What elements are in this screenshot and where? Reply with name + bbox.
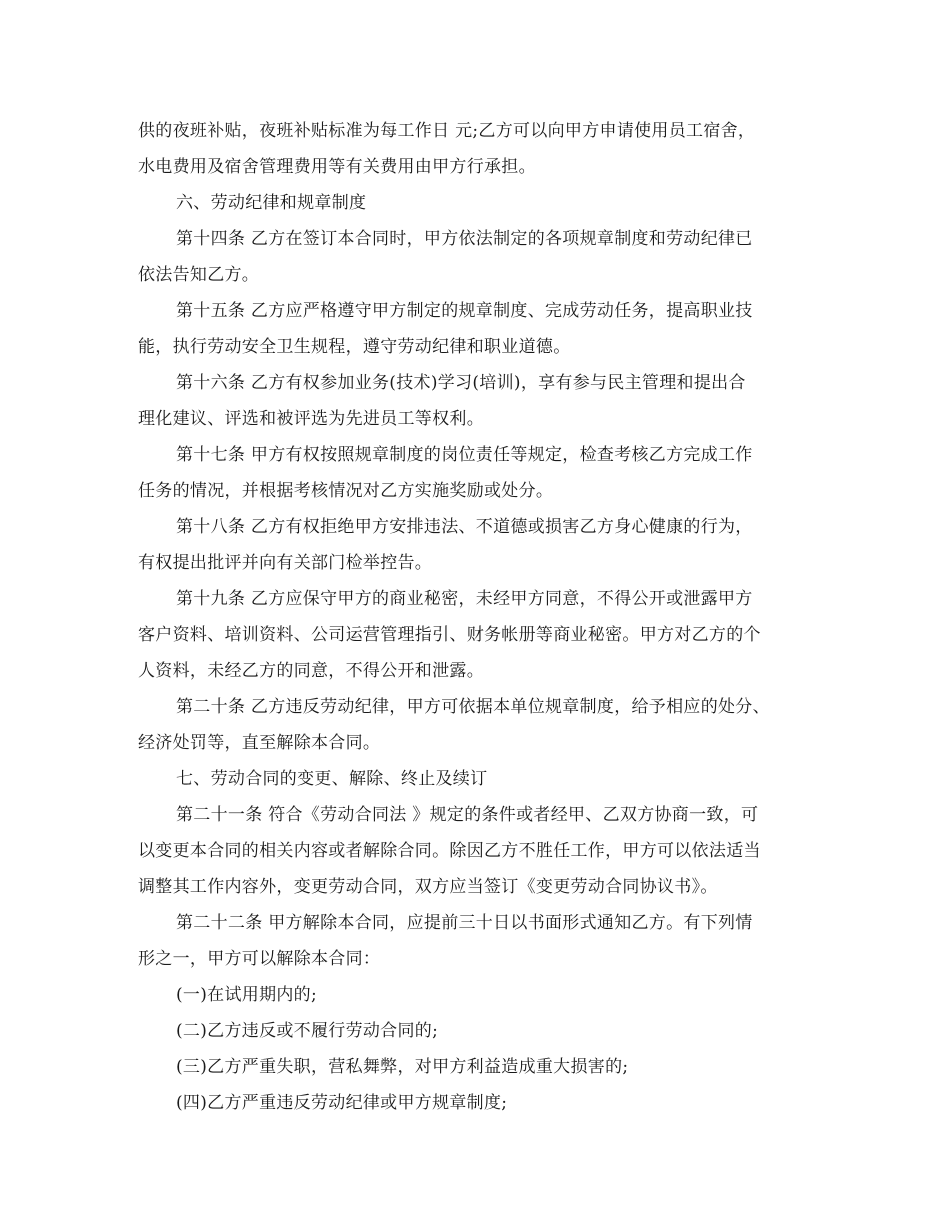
text-line: 调整其工作内容外，变更劳动合同，双方应当签订《变更劳动合同协议书》。 [138, 877, 718, 897]
clause-line: 第十五条 乙方应严格遵守甲方制定的规章制度、完成劳动任务，提高职业技 [176, 301, 753, 321]
clause-line: 第二十一条 符合《劳动合同法 》规定的条件或者经甲、乙双方协商一致，可 [176, 805, 759, 825]
text-line: 以变更本合同的相关内容或者解除合同。除因乙方不胜任工作，甲方可以依法适当 [138, 841, 761, 861]
list-item: (一)在试用期内的; [176, 985, 317, 1005]
section-heading: 六、劳动纪律和规章制度 [176, 193, 367, 213]
clause-line: 第十六条 乙方有权参加业务(技术)学习(培训)，享有参与民主管理和提出合 [176, 373, 746, 393]
text-line: 能，执行劳动安全卫生规程，遵守劳动纪律和职业道德。 [138, 337, 571, 357]
text-line: 供的夜班补贴，夜班补贴标准为每工作日 元;乙方可以向甲方申请使用员工宿舍， [138, 121, 756, 141]
list-item: (二)乙方违反或不履行劳动合同的; [176, 1021, 439, 1041]
list-item: (四)乙方严重违反劳动纪律或甲方规章制度; [176, 1093, 508, 1113]
text-line: 人资料，未经乙方的同意，不得公开和泄露。 [138, 661, 484, 681]
clause-line: 第十四条 乙方在签订本合同时，甲方依法制定的各项规章制度和劳动纪律已 [176, 229, 753, 249]
text-line: 经济处罚等，直至解除本合同。 [138, 733, 381, 753]
clause-line: 第十七条 甲方有权按照规章制度的岗位责任等规定，检查考核乙方完成工作 [176, 445, 753, 465]
text-line: 形之一，甲方可以解除本合同： [138, 949, 381, 969]
text-line: 任务的情况，并根据考核情况对乙方实施奖励或处分。 [138, 481, 554, 501]
clause-line: 第十八条 乙方有权拒绝甲方安排违法、不道德或损害乙方身心健康的行为， [176, 517, 753, 537]
section-heading: 七、劳动合同的变更、解除、终止及续订 [176, 769, 488, 789]
clause-line: 第十九条 乙方应保守甲方的商业秘密，未经甲方同意，不得公开或泄露甲方 [176, 589, 753, 609]
list-item: (三)乙方严重失职，营私舞弊，对甲方利益造成重大损害的; [176, 1057, 629, 1077]
text-line: 水电费用及宿舍管理费用等有关费用由甲方行承担。 [138, 157, 536, 177]
text-line: 依法告知乙方。 [138, 265, 260, 285]
text-line: 客户资料、培训资料、公司运营管理指引、财务帐册等商业秘密。甲方对乙方的个 [138, 625, 761, 645]
clause-line: 第二十条 乙方违反劳动纪律，甲方可依据本单位规章制度，给予相应的处分、 [176, 697, 770, 717]
clause-line: 第二十二条 甲方解除本合同，应提前三十日以书面形式通知乙方。有下列情 [176, 913, 753, 933]
text-line: 有权提出批评并向有关部门检举控告。 [138, 553, 433, 573]
text-line: 理化建议、评选和被评选为先进员工等权利。 [138, 409, 484, 429]
